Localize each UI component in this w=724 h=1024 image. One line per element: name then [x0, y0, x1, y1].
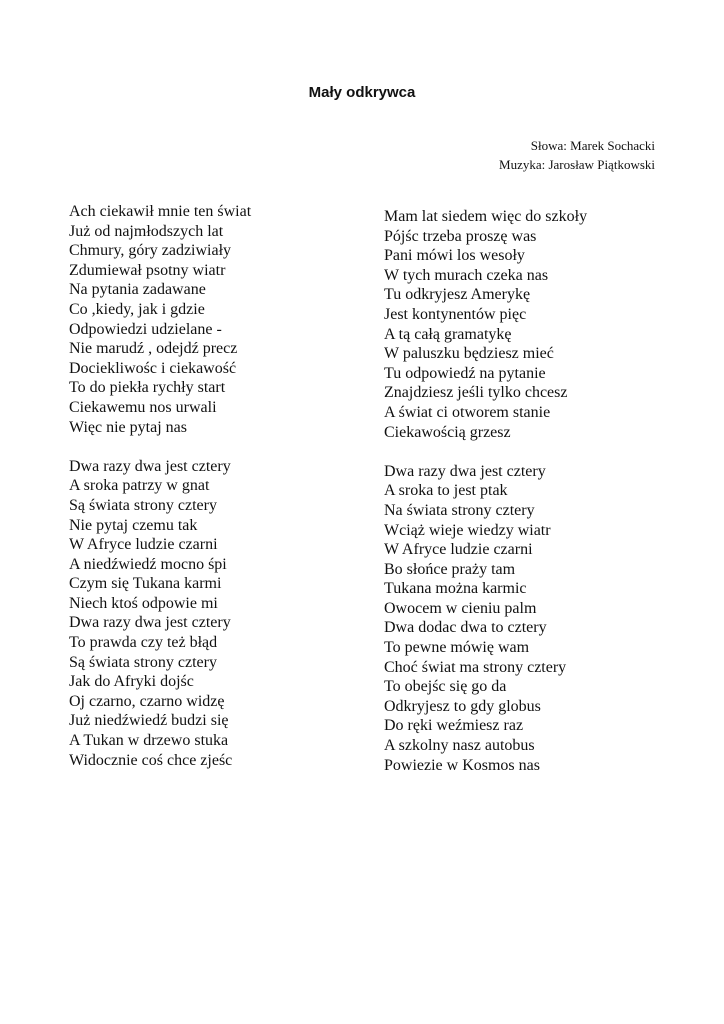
lyric-line: Już od najmłodszych lat — [69, 222, 224, 240]
lyric-line: A niedźwiedź mocno śpi — [69, 555, 227, 573]
lyric-line: W Afryce ludzie czarni — [384, 541, 533, 559]
lyric-line: Owocem w cieniu palm — [384, 599, 537, 617]
lyric-line: To obejśc się go da — [384, 678, 507, 696]
lyric-line: To pewne mówię wam — [384, 639, 530, 657]
page-title: Mały odkrywca — [308, 84, 416, 101]
stanza — [69, 202, 251, 437]
lyric-line: Odpowiedzi udzielane - — [69, 320, 222, 338]
lyric-line: Na pytania zadawane — [69, 281, 206, 299]
lyric-line: W tych murach czeka nas — [384, 266, 549, 284]
lyric-line: A sroka to jest ptak — [384, 482, 508, 500]
lyric-line: Jest kontynentów pięc — [384, 305, 527, 323]
lyric-line: Nie marudź , odejdź precz — [69, 340, 238, 358]
lyric-line: To prawda czy też błąd — [69, 634, 218, 652]
lyric-line: Znajdziesz jeśli tylko chcesz — [384, 384, 568, 402]
lyric-line: Do ręki weźmiesz raz — [384, 717, 524, 735]
lyric-line: Dwa razy dwa jest cztery — [384, 462, 546, 480]
lyric-line: Ciekawością grzesz — [384, 423, 511, 441]
music-credit: Muzyka: Jarosław Piątkowski — [499, 157, 655, 172]
left-column — [69, 202, 251, 770]
stanza — [69, 457, 251, 771]
lyric-line: A świat ci otworem stanie — [384, 403, 551, 421]
lyric-line: Jak do Afryki dojśc — [69, 673, 194, 691]
lyric-line: Pójśc trzeba proszę was — [384, 227, 537, 245]
lyric-line: Wciąż wieje wiedzy wiatr — [384, 521, 551, 539]
lyric-line: A tą całą gramatykę — [384, 325, 512, 343]
lyric-line: A Tukan w drzewo stuka — [69, 732, 229, 750]
lyric-line: Odkryjesz to gdy globus — [384, 697, 541, 715]
lyric-line: To do piekła rychły start — [69, 379, 226, 397]
lyric-line: Powiezie w Kosmos nas — [384, 756, 540, 774]
lyric-line: Widocznie coś chce zjeśc — [69, 751, 233, 769]
lyric-line: Dwa razy dwa jest cztery — [69, 457, 231, 475]
lyric-line: Ciekawemu nos urwali — [69, 398, 217, 416]
stanza — [384, 207, 587, 442]
lyric-line: Już niedźwiedź budzi się — [69, 712, 229, 730]
lyric-line: Ach ciekawił mnie ten świat — [69, 203, 252, 220]
lyric-line: A szkolny nasz autobus — [384, 737, 535, 755]
lyric-line: Są świata strony cztery — [69, 496, 217, 514]
lyric-line: Bo słońce praży tam — [384, 560, 516, 578]
lyric-line: Są świata strony cztery — [69, 653, 217, 671]
lyric-line: A sroka patrzy w gnat — [69, 477, 210, 495]
credits — [499, 136, 655, 174]
lyric-line: Dwa razy dwa jest cztery — [69, 614, 231, 632]
stanza — [384, 462, 587, 776]
lyric-line: Oj czarno, czarno widzę — [69, 692, 225, 710]
lyrics-credit: Słowa: Marek Sochacki — [530, 138, 655, 153]
lyric-line: Zdumiewał psotny wiatr — [69, 261, 226, 279]
lyric-line: Tu odpowiedź na pytanie — [384, 364, 546, 382]
lyric-line: Nie pytaj czemu tak — [69, 516, 198, 534]
lyric-line: W Afryce ludzie czarni — [69, 536, 218, 554]
lyric-line: Choć świat ma strony cztery — [384, 658, 567, 676]
lyric-line: Na świata strony cztery — [384, 501, 535, 519]
lyric-line: Tukana można karmic — [384, 580, 527, 598]
lyric-line: Dociekliwośc i ciekawość — [69, 359, 237, 377]
lyric-line: Czym się Tukana karmi — [69, 575, 222, 593]
lyric-line: Więc nie pytaj nas — [69, 418, 187, 436]
lyric-line: Mam lat siedem więc do szkoły — [384, 208, 588, 225]
lyric-line: Pani mówi los wesoły — [384, 247, 525, 265]
lyric-line: Niech ktoś odpowie mi — [69, 594, 218, 612]
lyric-line: Co ,kiedy, jak i gdzie — [69, 300, 205, 318]
lyric-line: Chmury, góry zadziwiały — [69, 242, 232, 260]
right-column — [384, 207, 587, 775]
lyric-line: Tu odkryjesz Amerykę — [384, 286, 531, 304]
lyric-line: Dwa dodac dwa to cztery — [384, 619, 547, 637]
lyric-line: W paluszku będziesz mieć — [384, 345, 554, 363]
